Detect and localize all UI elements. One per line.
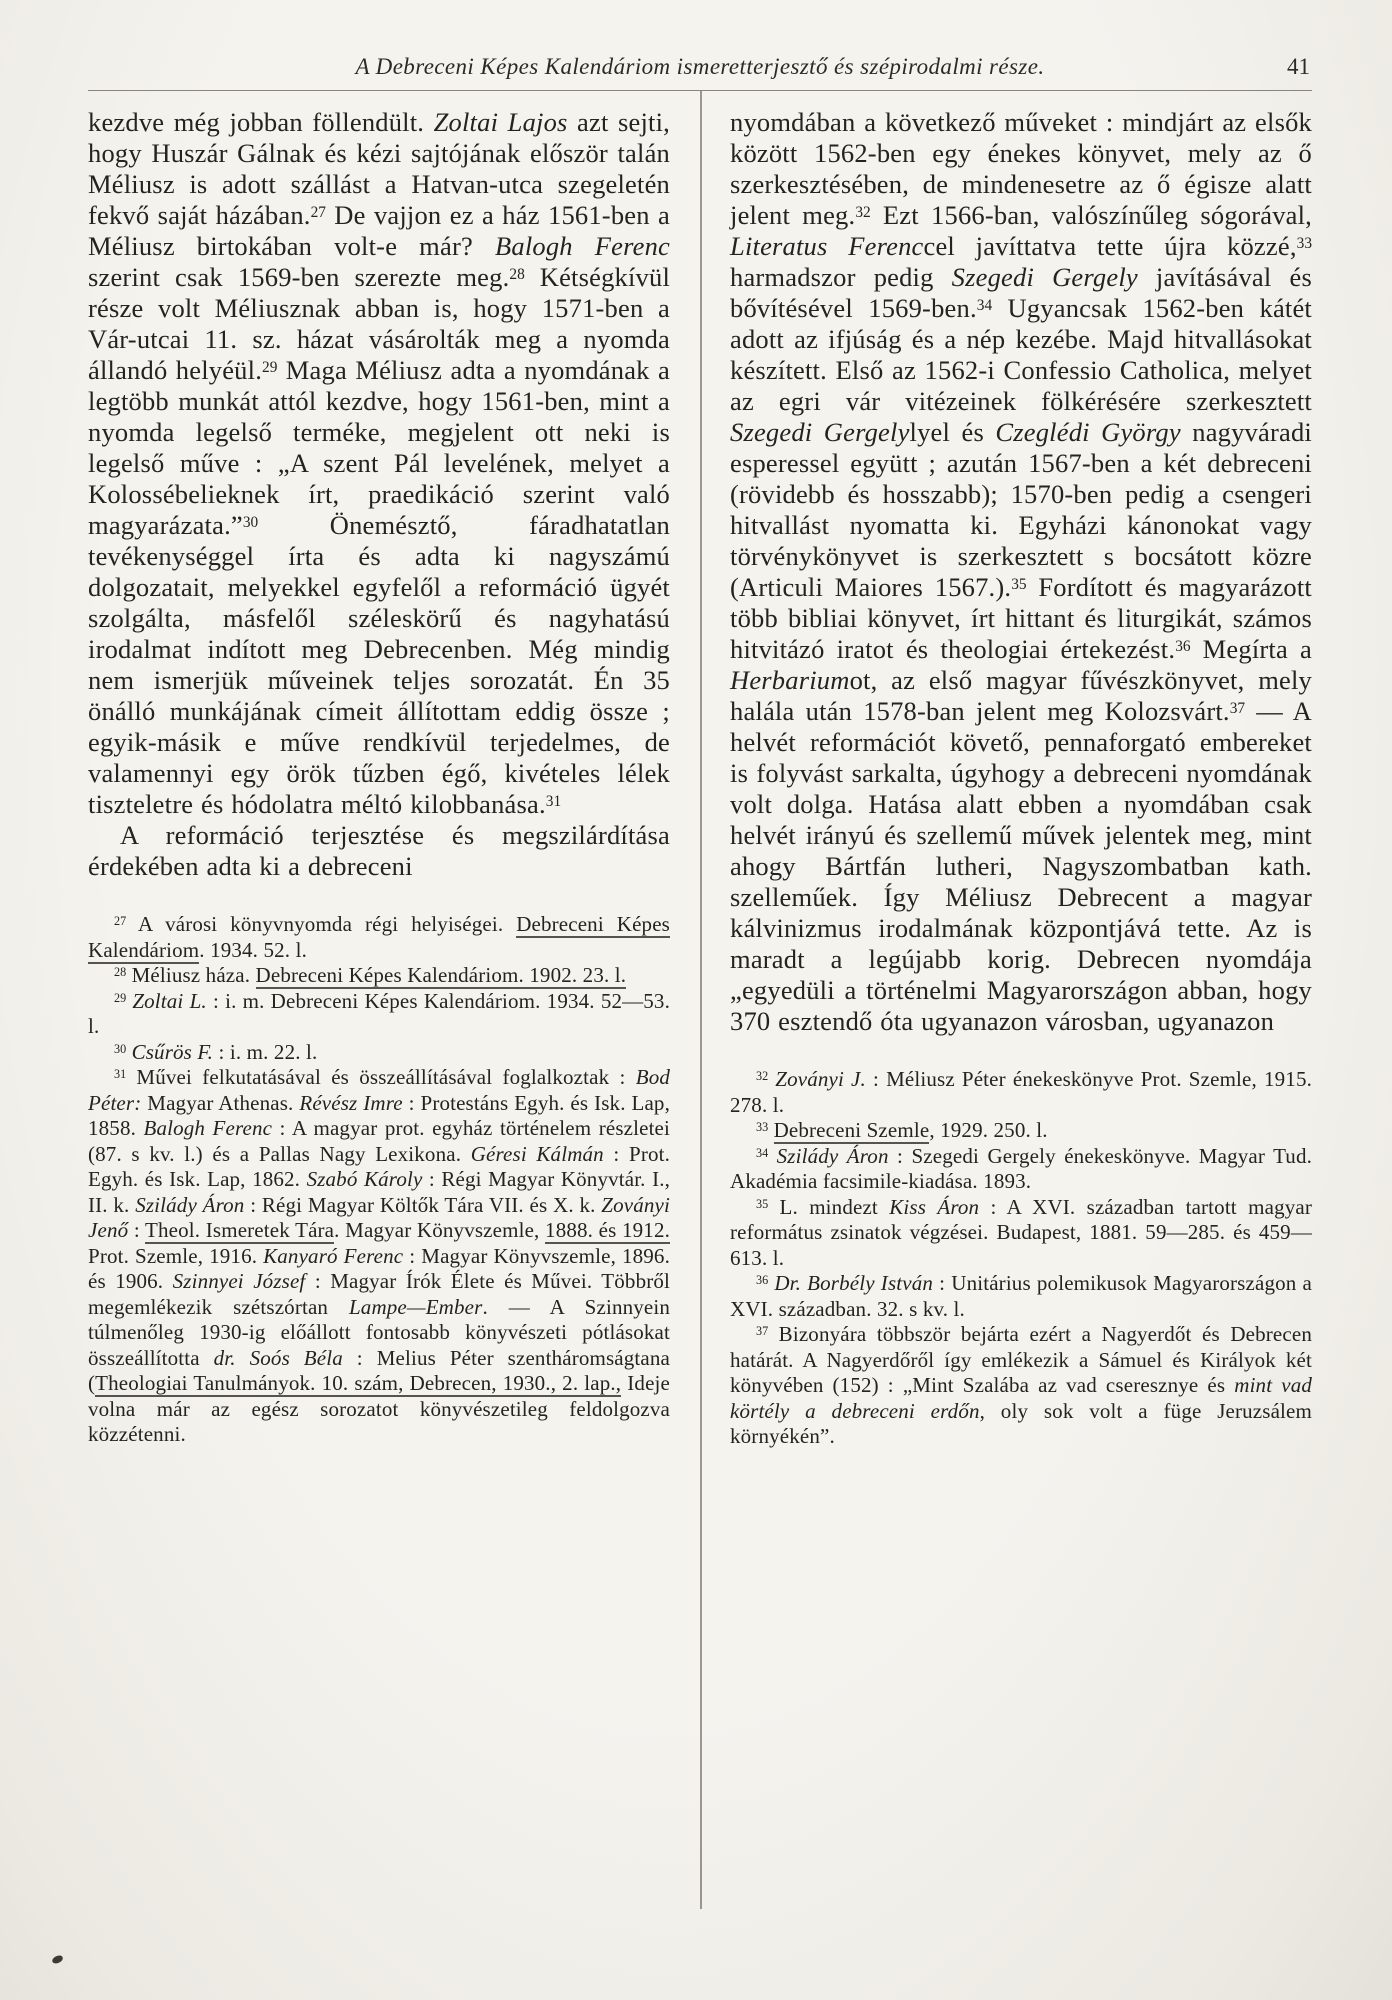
text-run: : i. m. Debreceni Képes Kalendáriom. 1934. 52—53. l. xyxy=(88,988,670,1038)
left-column-footnotes xyxy=(88,912,670,1448)
footnote xyxy=(730,1195,1312,1272)
page-content xyxy=(88,54,1312,1937)
footnote-marker: 27 xyxy=(114,914,127,929)
footnote-marker: 29 xyxy=(262,358,278,376)
text-run: Méliusz háza. xyxy=(126,963,256,987)
text-run: Kétségkívül része volt Méliusznak abban is, hogy 1571-ben a Vár-utcai 11. sz. házat vásárolták meg a nyomda állandó helyéül. xyxy=(88,262,671,385)
text-run: nyomdában a következő műveket : mindjárt az elsők között 1562-ben egy énekes könyvet, mely az ő szerkesztésében, de mindenesetre az ő égisze alatt jelent meg. xyxy=(730,107,1312,230)
footnote xyxy=(88,963,670,989)
text-run: Szinnyei József xyxy=(172,1269,306,1293)
text-run: : Régi Magyar Költők Tára VII. és X. k. xyxy=(244,1192,602,1217)
text-run: : Méliusz Péter énekeskönyve Prot. Szemle, 1915. 278. l. xyxy=(730,1067,1312,1117)
text-run: ot, az első magyar fűvészkönyvet, mely halála után 1578-ban jelent meg Kolozsvárt. xyxy=(730,665,1312,726)
footnote-marker: 31 xyxy=(545,792,562,810)
text-run: Géresi Kálmán xyxy=(470,1141,604,1166)
text-run: : Prot. Egyh. és Isk. Lap, 1862. xyxy=(88,1141,670,1191)
text-run: Kanyaró Ferenc xyxy=(263,1243,404,1268)
footnote-marker: 28 xyxy=(509,265,525,283)
text-run: Kiss Áron xyxy=(889,1194,980,1219)
running-title: A Debreceni Képes Kalendáriom ismeretterjesztő és szépirodalmi része. xyxy=(355,54,1045,79)
text-run: Ugyancsak 1562-ben kátét adott az ifjúság és a nép kezébe. Majd hitvallásokat készített. Első az 1562-i Confessio Catholica, melyet az egri vár vitézeinek fölkérésére szerkesztett xyxy=(730,293,1312,416)
text-run: : Magyar Írók Élete és Művei. Többről megemlékezik szétszórtan xyxy=(88,1269,670,1319)
text-run: : Protestáns Egyh. és Isk. Lap, 1858. xyxy=(88,1090,670,1140)
text-run: szerint csak 1569-ben szerezte meg. xyxy=(88,262,510,292)
text-run: azt sejti, hogy Huszár Gálnak és kézi sajtójának először talán Méliusz is adott szállást a Hatvan-utca szegeletén fekvő saját házában. xyxy=(88,107,671,230)
text-run: harmadszor pedig xyxy=(730,262,952,292)
footnote-marker: 37 xyxy=(1229,699,1246,717)
text-run: Bizonyára többször bejárta ezért a Nagyerdőt és Debrecen határát. A Nagyerdőről így emlékezik a Sámuel és Királyok két könyvében (152) : „Mint Szalába az vad cseresznye és xyxy=(730,1322,1312,1397)
text-run: Önemésztő, fáradhatatlan tevékenységgel írta és adta ki nagyszámú dolgozatait, melyekkel egyfelől a reformáció ügyét szolgálta, másfelől széleskörű és nagyhatású irodalmat indított meg Debrecenben. Még mindig nem ismerjük műveinek teljes sorozatát. Én 35 önálló munkájának címeit állítottam eddig össze ; egyik-másik e műve rendkívül terjedelmes, de valamennyi egy örök tűzben égő, kivételes lélek tiszteletre és hódolatra méltó kilobbanása. xyxy=(88,510,670,819)
footnote xyxy=(88,912,670,963)
text-run: Debreceni Képes Kalendáriom. 1902. 23. l. xyxy=(255,963,627,987)
text-run: L. mindezt xyxy=(768,1194,890,1219)
footnote-marker: 34 xyxy=(756,1145,769,1160)
text-run: Ideje volna már az egész sorozatot könyvészetileg feldolgozva közzétenni. xyxy=(88,1371,670,1446)
footnote xyxy=(730,1322,1312,1450)
footnote-marker: 29 xyxy=(114,990,127,1005)
text-run: : A magyar prot. egyház történelem részletei (87. s kv. l.) és a Pallas Nagy Lexikona. xyxy=(88,1116,671,1166)
footnote-marker: 30 xyxy=(242,513,259,531)
right-column-body xyxy=(730,107,1312,1037)
text-run xyxy=(768,1118,773,1142)
text-run: Magyar Athenas. xyxy=(141,1090,300,1115)
text-run: dr. Soós Béla xyxy=(213,1345,343,1370)
text-run: A városi könyvnyomda régi helyiségei. xyxy=(126,912,517,936)
footnote xyxy=(88,1040,670,1066)
text-run: Zoványi Jenő xyxy=(88,1192,670,1242)
text-run: : Régi Magyar Könyvtár. I., II. k. xyxy=(88,1167,671,1217)
body-paragraph xyxy=(730,107,1312,1037)
text-run: Szilády Áron xyxy=(776,1143,889,1168)
footnote xyxy=(730,1144,1312,1195)
text-run: Zoltai L. xyxy=(132,988,207,1013)
text-run: Megírta a xyxy=(1190,634,1312,664)
right-column xyxy=(700,107,1312,1937)
footnote xyxy=(88,989,670,1040)
text-run: Szegedi Gergely xyxy=(730,417,910,447)
text-run: 1888. és 1912. xyxy=(545,1218,671,1242)
text-run: . — A Szinnyein túlmenőleg 1930-ig előállott fontosabb könyvészeti pótlásokat összeállította xyxy=(88,1294,671,1370)
left-column xyxy=(88,107,700,1937)
text-run: Theol. Ismeretek Tára xyxy=(145,1218,335,1242)
footnote-marker: 36 xyxy=(1175,637,1191,655)
text-run: Czeglédi György xyxy=(995,417,1181,447)
text-run: : xyxy=(128,1218,146,1242)
footnote xyxy=(88,1065,670,1448)
text-run: nagyváradi esperessel együtt ; azután 1567-ben a két debreceni (rövidebb és hosszabb); 1570-ben pedig a csengeri hitvallást nyomatta ki. Egyházi kánonokat vagy törvénykönyvet is szerkesztett s bocsátott közre (Articuli Maiores 1567.). xyxy=(730,417,1312,602)
text-run: Ezt 1566-ban, valószínűleg sógorával, xyxy=(870,200,1312,230)
text-run: : A XVI. században tartott magyar református zsinatok végzései. Budapest, 1881. 59—285. és 459—613. l. xyxy=(730,1194,1312,1270)
text-run: Balogh Ferenc xyxy=(494,231,671,261)
text-run: Révész Imre xyxy=(299,1090,403,1115)
footnote-marker: 32 xyxy=(855,203,871,221)
footnote-marker: 35 xyxy=(756,1196,769,1211)
text-run: , 1929. 250. l. xyxy=(929,1118,1048,1142)
text-run: Fordított és magyarázott több bibliai könyvet, írt hittant és liturgikát, számos hitvitázó iratot és theologiai értekezést. xyxy=(730,572,1312,664)
text-run: Dr. Borbély István xyxy=(774,1271,934,1295)
text-run: Szilády Áron xyxy=(135,1192,245,1217)
text-run: Debreceni Szemle xyxy=(773,1118,930,1142)
footnote xyxy=(730,1271,1312,1322)
text-run: lyel és xyxy=(909,417,996,447)
text-run: : Unitárius polemikusok Magyarországon a XVI. században. 32. s kv. l. xyxy=(730,1271,1312,1321)
text-run: Zoványi J. xyxy=(775,1067,866,1091)
ink-speck xyxy=(51,1954,64,1964)
text-run: Balogh Ferenc xyxy=(143,1116,273,1140)
text-run: javításával és bővítésével 1569-ben. xyxy=(730,262,1313,323)
text-run: Zoltai Lajos xyxy=(433,107,568,137)
body-paragraph xyxy=(88,820,670,882)
footnote-marker: 37 xyxy=(756,1324,769,1339)
text-run: Csűrös F. xyxy=(131,1039,214,1064)
text-run: Szegedi Gergely xyxy=(951,262,1138,292)
footnote xyxy=(730,1118,1312,1144)
footnote-marker: 32 xyxy=(756,1069,769,1084)
text-run: Szabó Károly xyxy=(306,1167,423,1191)
text-run: A reformáció terjesztése és megszilárdítása érdekében adta ki a debreceni xyxy=(88,820,670,881)
footnote-marker: 36 xyxy=(756,1273,769,1288)
footnote-marker: 33 xyxy=(1296,234,1313,252)
text-run: kezdve még jobban föllendült. xyxy=(88,107,434,137)
text-run: . 1934. 52. l. xyxy=(199,937,307,962)
footnote-marker: 34 xyxy=(976,296,993,314)
text-run: Maga Méliusz adta a nyomdának a legtöbb munkát attól kezdve, hogy 1561-ben, mint a nyomda legelső terméke, megjelent ott neki is legelső műve : „A szent Pál levelének, melyet a Kolossébelieknek írt, praedikáció szerint való magyarázata.” xyxy=(88,355,670,540)
text-run: Bod Péter: xyxy=(88,1065,670,1115)
column-divider xyxy=(700,91,702,1909)
two-column-layout xyxy=(88,107,1312,1937)
footnote-marker: 33 xyxy=(756,1120,769,1135)
text-run: : Magyar Könyvszemle, 1896. és 1906. xyxy=(88,1243,670,1293)
footnote-marker: 35 xyxy=(1011,575,1027,593)
text-run: : Szegedi Gergely énekeskönyve. Magyar Tud. Akadémia facsimile-kiadása. 1893. xyxy=(730,1143,1313,1193)
footnote-marker: 30 xyxy=(114,1041,127,1056)
text-run: : Melius Péter szentháromságtana ( xyxy=(88,1345,670,1395)
page-header xyxy=(88,54,1312,88)
text-run: Lampe—Ember xyxy=(348,1294,483,1319)
footnote-marker: 31 xyxy=(114,1067,127,1082)
footnote-marker: 28 xyxy=(114,965,127,980)
text-run: Theologiai Tanulmányok. 10. szám, Debrecen, 1930., 2. lap., xyxy=(95,1371,622,1395)
footnote xyxy=(730,1067,1312,1118)
text-run: Debreceni Képes Kalendáriom xyxy=(88,912,670,962)
text-run: , oly sok volt a füge Jeruzsálem környékén”. xyxy=(730,1398,1312,1448)
text-run: De vajjon ez a ház 1561-ben a Méliusz birtokában volt-e már? xyxy=(88,200,670,261)
text-run: Herbarium xyxy=(730,665,850,695)
page-number: 41 xyxy=(1287,54,1310,79)
text-run: Művei felkutatásával és összeállításával foglalkoztak : xyxy=(126,1065,636,1089)
text-run: : i. m. 22. l. xyxy=(213,1039,318,1064)
footnote-marker: 27 xyxy=(310,203,326,221)
text-run xyxy=(768,1144,776,1168)
body-paragraph xyxy=(88,107,670,820)
text-run: Literatus Ferenc xyxy=(730,231,924,261)
left-column-body xyxy=(88,107,670,882)
text-run: Prot. Szemle, 1916. xyxy=(88,1243,264,1268)
text-run: mint vad körtély a debreceni erdőn xyxy=(730,1373,1312,1423)
text-run: cel javíttatva tette újra közzé, xyxy=(923,231,1297,261)
right-column-footnotes xyxy=(730,1067,1312,1450)
text-run: . Magyar Könyvszemle, xyxy=(334,1218,546,1242)
text-run: — A helvét reformációt követő, pennaforgató embereket is folyvást sarkalta, úgyhogy a debreceni nyomdának volt dolga. Hatása alatt ebben a nyomdában csak helvét irányú és szellemű művek jelentek meg, mint ahogy Bártfán lutheri, Nagyszombatban kath. szelleműek. Így Méliusz Debrecent a magyar kálvinizmus irodalmának központjává tette. Az is maradt a legújabb korig. Debrecen nyomdája „egyedüli a történelmi Magyarországon abban, hogy 370 esztendő óta ugyanazon városban, ugyanazon xyxy=(730,696,1312,1036)
